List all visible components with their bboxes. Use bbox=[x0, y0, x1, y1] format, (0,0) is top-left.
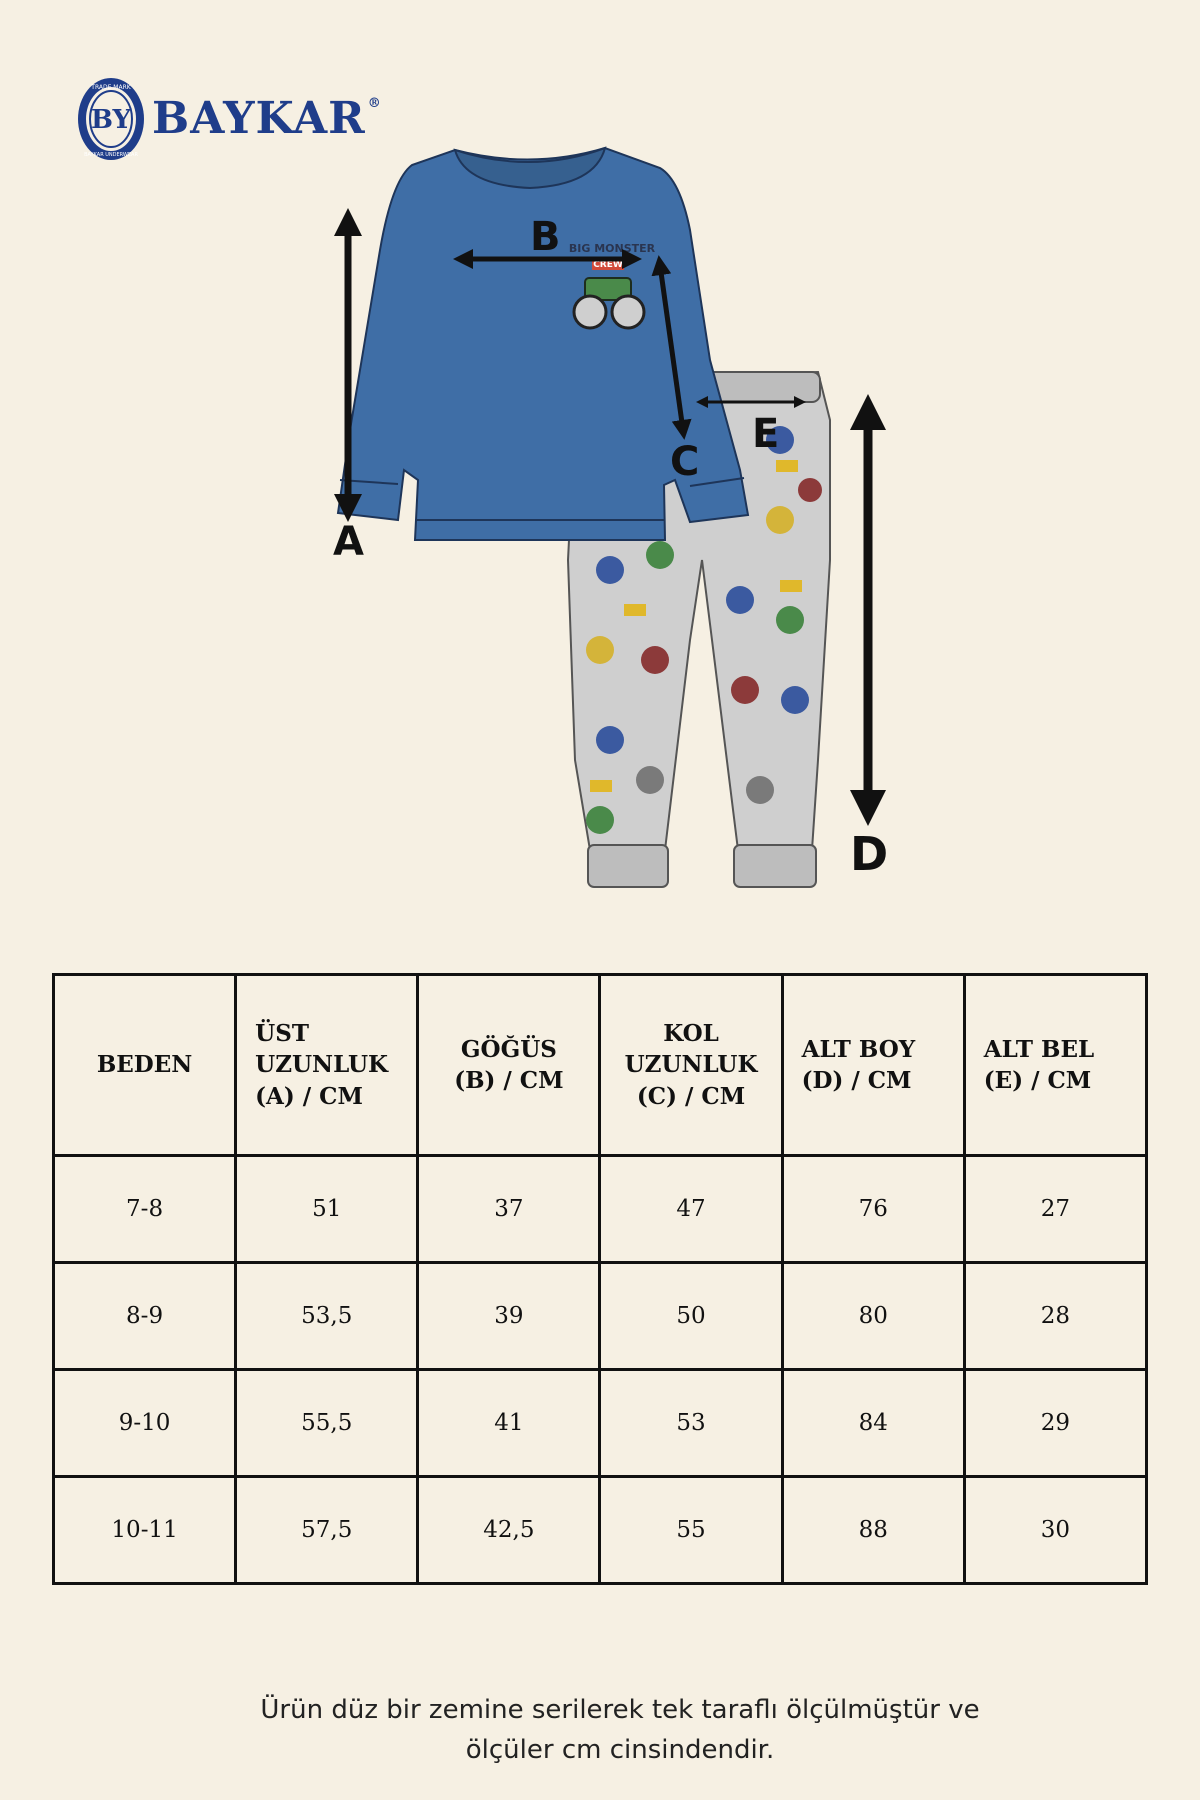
size-chart-table bbox=[52, 973, 1148, 1585]
measure-label-c: C bbox=[670, 439, 700, 485]
cell-waist: 27 bbox=[964, 1156, 1146, 1263]
cell-sleeve-length: 55 bbox=[600, 1477, 782, 1584]
seal-top-text: TRADE MARK bbox=[91, 84, 131, 91]
cell-size: 7-8 bbox=[54, 1156, 236, 1263]
brand-name-text: BAYKAR bbox=[152, 93, 366, 144]
print-text-badge: CREW bbox=[593, 260, 623, 270]
measure-label-b: B bbox=[530, 214, 561, 260]
measurement-note-line-2: ölçüler cm cinsindendir. bbox=[465, 1735, 775, 1765]
cell-sleeve-length: 47 bbox=[600, 1156, 782, 1263]
measurement-note-line-1: Ürün düz bir zemine serilerek tek taraflı ölçülmüştür ve bbox=[260, 1695, 980, 1725]
measure-label-d: D bbox=[850, 827, 889, 881]
cell-size: 8-9 bbox=[54, 1263, 236, 1370]
cell-pants-length: 76 bbox=[782, 1156, 964, 1263]
cell-sleeve-length: 53 bbox=[600, 1370, 782, 1477]
table-row bbox=[54, 1477, 1147, 1584]
header-gogus: GÖĞÜS (B) / CM bbox=[418, 975, 600, 1156]
header-alt-boy: ALT BOY (D) / CM bbox=[782, 975, 964, 1156]
cell-waist: 29 bbox=[964, 1370, 1146, 1477]
header-ust-uzunluk: ÜST UZUNLUK (A) / CM bbox=[236, 975, 418, 1156]
cell-size: 9-10 bbox=[54, 1370, 236, 1477]
print-text-top: BIG MONSTER bbox=[568, 242, 656, 255]
cell-chest: 42,5 bbox=[418, 1477, 600, 1584]
measure-label-a: A bbox=[333, 519, 364, 565]
cell-chest: 41 bbox=[418, 1370, 600, 1477]
measurement-note bbox=[0, 1690, 1200, 1770]
table-row bbox=[54, 1263, 1147, 1370]
table-row bbox=[54, 1156, 1147, 1263]
registered-mark: ® bbox=[367, 96, 382, 111]
cell-pants-length: 84 bbox=[782, 1370, 964, 1477]
table-row bbox=[54, 1370, 1147, 1477]
header-kol-uzunluk: KOL UZUNLUK (C) / CM bbox=[600, 975, 782, 1156]
cell-sleeve-length: 50 bbox=[600, 1263, 782, 1370]
cell-top-length: 53,5 bbox=[236, 1263, 418, 1370]
right-ankle-cuff bbox=[734, 845, 816, 887]
cell-size: 10-11 bbox=[54, 1477, 236, 1584]
cell-chest: 37 bbox=[418, 1156, 600, 1263]
cell-top-length: 51 bbox=[236, 1156, 418, 1263]
cell-pants-length: 80 bbox=[782, 1263, 964, 1370]
table-header-row bbox=[54, 975, 1147, 1156]
seal-bottom-text: BAYKAR UNDERWEAR bbox=[84, 152, 138, 158]
cell-waist: 28 bbox=[964, 1263, 1146, 1370]
cell-waist: 30 bbox=[964, 1477, 1146, 1584]
cell-chest: 39 bbox=[418, 1263, 600, 1370]
cell-top-length: 55,5 bbox=[236, 1370, 418, 1477]
measure-label-e: E bbox=[752, 411, 780, 457]
cell-pants-length: 88 bbox=[782, 1477, 964, 1584]
left-ankle-cuff bbox=[588, 845, 668, 887]
cell-top-length: 57,5 bbox=[236, 1477, 418, 1584]
seal-monogram: BY bbox=[90, 105, 132, 135]
header-beden: BEDEN bbox=[54, 975, 236, 1156]
header-alt-bel: ALT BEL (E) / CM bbox=[964, 975, 1146, 1156]
